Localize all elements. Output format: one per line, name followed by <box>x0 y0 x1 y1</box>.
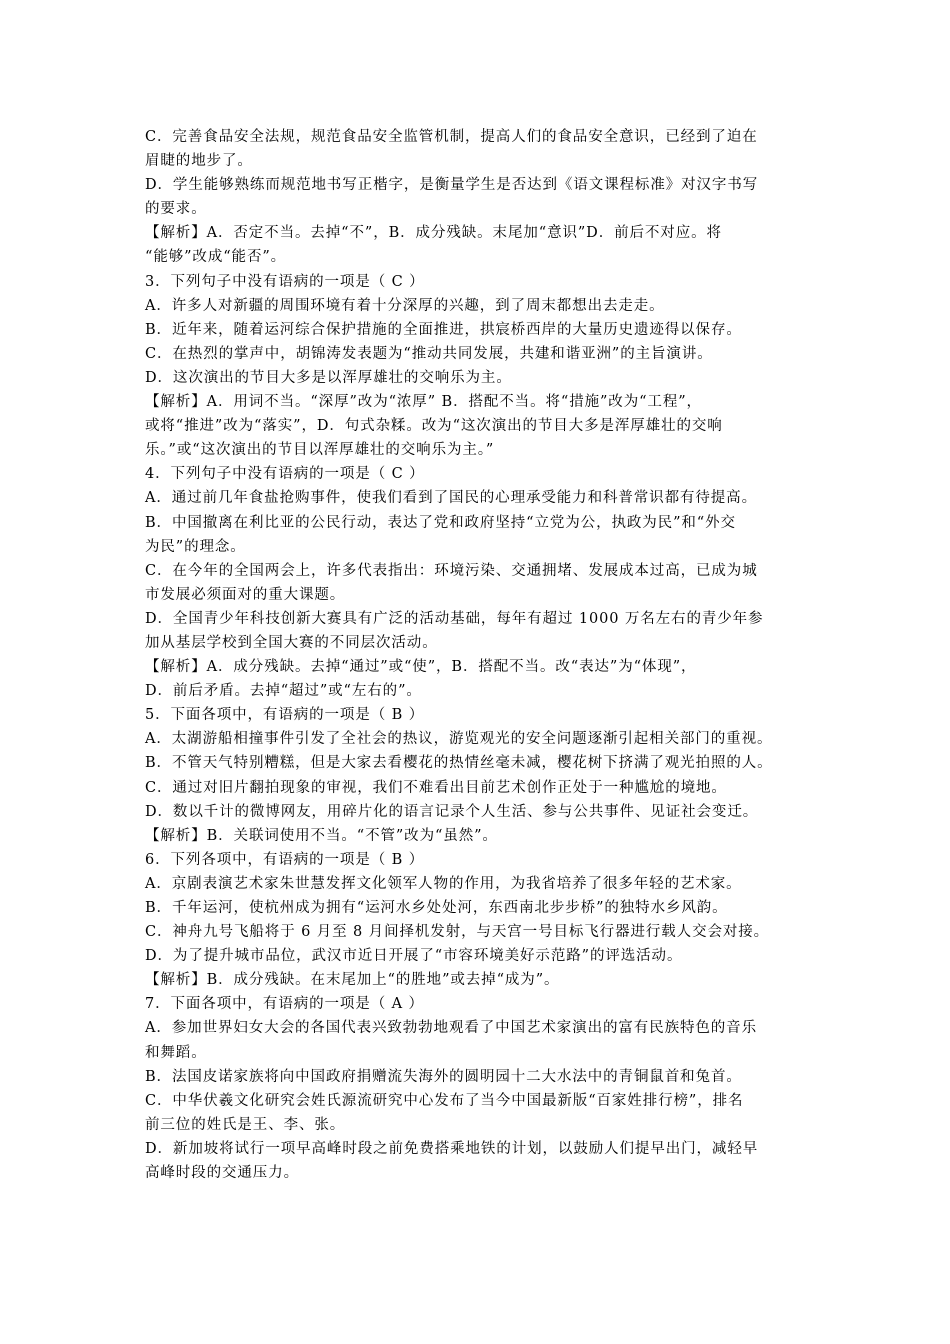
text-line: 加从基层学校到全国大赛的不同层次活动。 <box>145 634 438 651</box>
text-line: 【解析】A．用词不当。“深厚”改为“浓厚” B．搭配不当。将“措施”改为“工程”， <box>145 394 702 411</box>
text-line: 【解析】B．关联词使用不当。“不管”改为“虽然”。 <box>145 827 498 844</box>
text-line: 5．下面各项中，有语病的一项是（ B ） <box>145 707 425 724</box>
text-line: A．许多人对新疆的周围环境有着十分深厚的兴趣，到了周末都想出去走走。 <box>145 297 665 314</box>
document-body <box>145 125 810 1185</box>
text-line: 3．下列句子中没有语病的一项是（ C ） <box>145 273 425 290</box>
text-line: D．数以千计的微博网友，用碎片化的语言记录个人生活、参与公共事件、见证社会变迁。 <box>145 803 759 820</box>
text-line: D．这次演出的节目大多是以浑厚雄壮的交响乐为主。 <box>145 369 512 386</box>
text-line: 前三位的姓氏是王、李、张。 <box>145 1116 346 1133</box>
text-line: D．全国青少年科技创新大赛具有广泛的活动基础，每年有超过 1000 万名左右的青少年参 <box>145 610 764 627</box>
text-line: B．法国皮诺家族将向中国政府捐赠流失海外的圆明园十二大水法中的青铜鼠首和兔首。 <box>145 1068 742 1085</box>
text-line: C．通过对旧片翻拍现象的审视，我们不难看出目前艺术创作正处于一种尴尬的境地。 <box>145 779 727 796</box>
text-line: C．神舟九号飞船将于 6 月至 8 月间择机发射，与天宫一号目标飞行器进行载人交会对接。 <box>145 924 770 941</box>
text-line: 或将“推进”改为“落实”，D．句式杂糅。改为“这次演出的节目大多是浑厚雄壮的交响 <box>145 418 723 435</box>
text-line: A．太湖游船相撞事件引发了全社会的热议，游览观光的安全问题逐渐引起相关部门的重视。 <box>145 731 773 748</box>
text-line: D．前后矛盾。去掉“超过”或“左右的”。 <box>145 683 422 700</box>
text-line: 7．下面各项中，有语病的一项是（ A ） <box>145 996 424 1013</box>
text-line: 的要求。 <box>145 201 207 218</box>
text-line: 为民”的理念。 <box>145 538 246 555</box>
text-line: B．千年运河，使杭州成为拥有“运河水乡处处河，东西南北步步桥”的独特水乡风韵。 <box>145 900 728 916</box>
text-line: 【解析】B．成分残缺。在末尾加上“的胜地”或去掉“成为”。 <box>145 972 560 989</box>
text-line: C．在热烈的掌声中，胡锦涛发表题为“推动共同发展，共建和谐亚洲”的主旨演讲。 <box>145 345 713 362</box>
text-line: B．近年来，随着运河综合保护措施的全面推进，拱宸桥西岸的大量历史遗迹得以保存。 <box>145 321 742 338</box>
text-line: 眉睫的地步了。 <box>145 153 253 170</box>
text-line: B．不管天气特别糟糕，但是大家去看樱花的热情丝毫未减，樱花树下挤满了观光拍照的人。 <box>145 755 773 772</box>
text-line: D．新加坡将试行一项早高峰时段之前免费搭乘地铁的计划，以鼓励人们提早出门，减轻早 <box>145 1140 759 1157</box>
text-line: 高峰时段的交通压力。 <box>145 1165 299 1182</box>
text-line: “能够”改成“能否”。 <box>145 249 287 266</box>
text-line: 【解析】A．否定不当。去掉“不”，B．成分残缺。末尾加“意识”D．前后不对应。将 <box>145 225 722 242</box>
text-line: 【解析】A．成分残缺。去掉“通过”或“使”，B．搭配不当。改“表达”为“体现”， <box>145 659 697 676</box>
text-line: A．通过前几年食盐抢购事件，使我们看到了国民的心理承受能力和科普常识都有待提高。 <box>145 490 757 507</box>
text-line: A．京剧表演艺术家朱世慧发挥文化领军人物的作用，为我省培养了很多年轻的艺术家。 <box>145 875 742 892</box>
text-line: C．中华伏羲文化研究会姓氏源流研究中心发布了当今中国最新版“百家姓排行榜”，排名 <box>145 1092 744 1109</box>
text-line: 4．下列句子中没有语病的一项是（ C ） <box>145 466 425 483</box>
text-line: D．为了提升城市品位，武汉市近日开展了“市容环境美好示范路”的评选活动。 <box>145 948 683 965</box>
text-line: C．在今年的全国两会上，许多代表指出：环境污染、交通拥堵、发展成本过高，已成为城 <box>145 562 758 579</box>
text-line: D．学生能够熟练而规范地书写正楷字，是衡量学生是否达到《语文课程标准》对汉字书写 <box>145 177 759 194</box>
text-line: 市发展必须面对的重大课题。 <box>145 586 346 603</box>
text-line: 乐。”或“这次演出的节目以浑厚雄壮的交响乐为主。” <box>145 442 495 459</box>
text-line: A．参加世界妇女大会的各国代表兴致勃勃地观看了中国艺术家演出的富有民族特色的音乐 <box>145 1020 757 1037</box>
text-line: C．完善食品安全法规，规范食品安全监管机制，提高人们的食品安全意识，已经到了迫在 <box>145 129 758 145</box>
text-line: 和舞蹈。 <box>145 1044 207 1061</box>
text-line: 6．下列各项中，有语病的一项是（ B ） <box>145 851 425 868</box>
text-line: B．中国撤离在利比亚的公民行动，表达了党和政府坚持“立党为公，执政为民”和“外交 <box>145 514 736 531</box>
